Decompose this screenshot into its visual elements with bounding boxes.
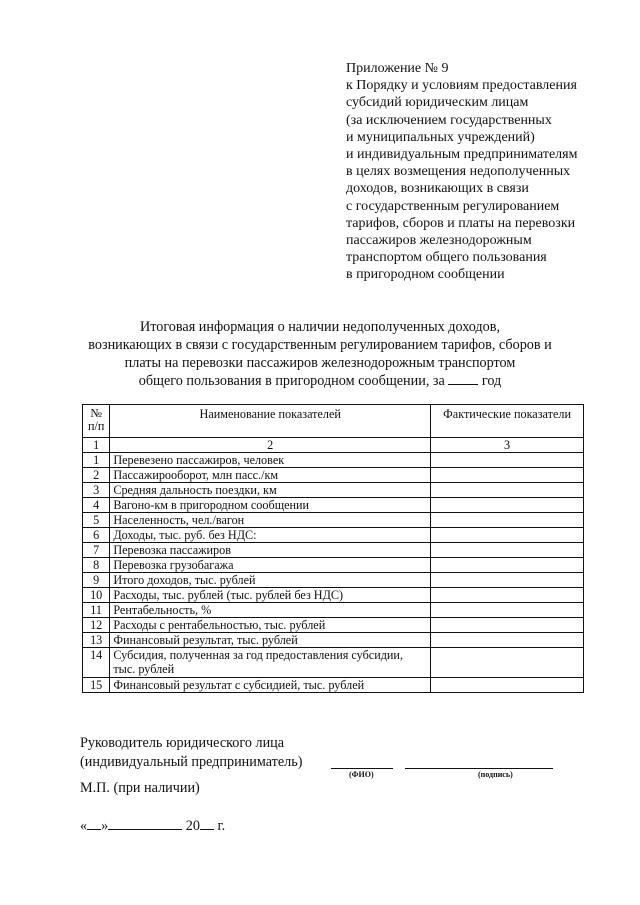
column-number: 2 xyxy=(110,438,431,453)
row-indicator-name: Итого доходов, тыс. рублей xyxy=(110,573,431,588)
row-value-field[interactable] xyxy=(431,558,584,573)
title-line: возникающих в связи с государственным регулированием тарифов, сборов и xyxy=(88,337,552,353)
row-value-field[interactable] xyxy=(431,573,584,588)
row-indicator-name: Финансовый результат, тыс. рублей xyxy=(110,633,431,648)
month-field[interactable] xyxy=(108,817,182,830)
row-number: 10 xyxy=(83,588,110,603)
appendix-line: к Порядку и условиям предоставления xyxy=(346,78,577,94)
row-indicator-name: Населенность, чел./вагон xyxy=(110,513,431,528)
appendix-line: Приложение № 9 xyxy=(346,61,449,76)
row-number: 9 xyxy=(83,573,110,588)
row-number: 11 xyxy=(83,603,110,618)
table-row xyxy=(83,468,584,483)
fio-label: (ФИО) xyxy=(349,770,374,779)
appendix-line: тарифов, сборов и платы на перевозки xyxy=(346,215,576,231)
table-row xyxy=(83,558,584,573)
row-number: 12 xyxy=(83,618,110,633)
row-value-field[interactable] xyxy=(431,633,584,648)
signature-block xyxy=(80,734,302,772)
row-number: 15 xyxy=(83,678,110,693)
column-number: 1 xyxy=(83,438,110,453)
appendix-line: в целях возмещения недополученных xyxy=(346,164,571,180)
signature-line1: Руководитель юридического лица xyxy=(80,735,285,751)
row-number: 6 xyxy=(83,528,110,543)
row-value-field[interactable] xyxy=(431,498,584,513)
sign-field[interactable] xyxy=(405,768,553,769)
row-indicator-name: Средняя дальность поездки, км xyxy=(110,483,431,498)
table-header-row xyxy=(83,405,584,438)
row-value-field[interactable] xyxy=(431,618,584,633)
sign-label: (подпись) xyxy=(478,770,513,779)
row-number: 7 xyxy=(83,543,110,558)
row-number: 4 xyxy=(83,498,110,513)
appendix-line: пассажиров железнодорожным xyxy=(346,233,532,249)
date-line: « » 20 г. xyxy=(80,818,226,834)
appendix-line: с государственным регулированием xyxy=(346,198,560,214)
table-row xyxy=(83,513,584,528)
row-value-field[interactable] xyxy=(431,543,584,558)
year-blank[interactable] xyxy=(448,373,478,385)
row-value-field[interactable] xyxy=(431,528,584,543)
table-row xyxy=(83,633,584,648)
title-line: общего пользования в пригородном сообщении, за год xyxy=(138,373,502,389)
table-row xyxy=(83,678,584,693)
row-value-field[interactable] xyxy=(431,453,584,468)
row-indicator-name: Пассажирооборот, млн пасс./км xyxy=(110,468,431,483)
row-value-field[interactable] xyxy=(431,678,584,693)
row-indicator-name: Перевозка грузобагажа xyxy=(110,558,431,573)
appendix-line: и индивидуальным предпринимателям xyxy=(346,147,578,163)
appendix-line: субсидий юридическим лицам xyxy=(346,95,529,111)
appendix-header xyxy=(346,60,626,284)
table-row xyxy=(83,603,584,618)
row-indicator-name: Перевезено пассажиров, человек xyxy=(110,453,431,468)
table-row xyxy=(83,453,584,468)
row-indicator-name: Перевозка пассажиров xyxy=(110,543,431,558)
column-number: 3 xyxy=(431,438,584,453)
row-indicator-name: Доходы, тыс. руб. без НДС: xyxy=(110,528,431,543)
row-number: 5 xyxy=(83,513,110,528)
title-line: Итоговая информация о наличии недополученных доходов, xyxy=(139,319,500,335)
row-number: 3 xyxy=(83,483,110,498)
appendix-line: доходов, возникающих в связи xyxy=(346,181,529,197)
table-row xyxy=(83,648,584,678)
table-row xyxy=(83,528,584,543)
header-name: Наименование показателей xyxy=(110,405,431,438)
row-indicator-name: Вагоно-км в пригородном сообщении xyxy=(110,498,431,513)
row-indicator-name: Рентабельность, % xyxy=(110,603,431,618)
row-value-field[interactable] xyxy=(431,588,584,603)
table-row xyxy=(83,618,584,633)
row-value-field[interactable] xyxy=(431,483,584,498)
row-indicator-name: Расходы, тыс. рублей (тыс. рублей без НДС) xyxy=(110,588,431,603)
row-value-field[interactable] xyxy=(431,648,584,678)
row-value-field[interactable] xyxy=(431,468,584,483)
day-field[interactable] xyxy=(87,817,101,830)
document-title xyxy=(40,318,600,390)
row-indicator-name: Расходы с рентабельностью, тыс. рублей xyxy=(110,618,431,633)
year-field[interactable] xyxy=(200,817,214,830)
stamp-label: М.П. (при наличии) xyxy=(80,780,200,796)
row-indicator-name: Субсидия, полученная за год предоставления субсидии, тыс. рублей xyxy=(110,648,431,678)
table-row xyxy=(83,543,584,558)
indicators-table xyxy=(82,404,584,693)
row-indicator-name: Финансовый результат с субсидией, тыс. рублей xyxy=(110,678,431,693)
signature-line2: (индивидуальный предприниматель) xyxy=(80,754,303,770)
table-row xyxy=(83,573,584,588)
table-row xyxy=(83,588,584,603)
row-number: 8 xyxy=(83,558,110,573)
table-row xyxy=(83,498,584,513)
row-number: 1 xyxy=(83,453,110,468)
table-row xyxy=(83,483,584,498)
column-number-row xyxy=(83,438,584,453)
fio-field[interactable] xyxy=(331,768,393,769)
row-value-field[interactable] xyxy=(431,513,584,528)
title-line: платы на перевозки пассажиров железнодорожным транспортом xyxy=(124,355,516,371)
appendix-line: и муниципальных учреждений) xyxy=(346,129,535,145)
appendix-line: транспортом общего пользования xyxy=(346,250,547,266)
appendix-line: (за исключением государственных xyxy=(346,112,552,128)
row-number: 13 xyxy=(83,633,110,648)
header-num: № п/п xyxy=(83,405,110,438)
row-number: 14 xyxy=(83,648,110,678)
header-value: Фактические показатели xyxy=(431,405,584,438)
row-number: 2 xyxy=(83,468,110,483)
row-value-field[interactable] xyxy=(431,603,584,618)
appendix-line: в пригородном сообщении xyxy=(346,267,505,283)
